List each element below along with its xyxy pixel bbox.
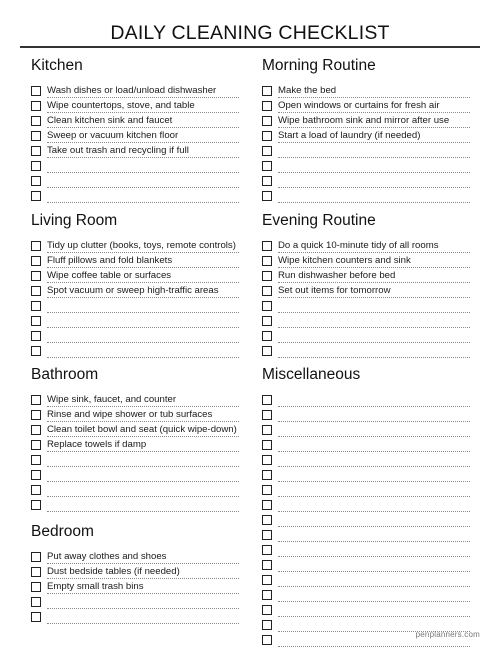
checklist-item-text: Wipe countertops, stove, and table	[47, 99, 239, 113]
checklist-item	[262, 467, 470, 482]
checklist-item-text	[47, 595, 239, 609]
checklist-item-text	[278, 189, 470, 203]
checkbox[interactable]	[31, 86, 41, 96]
checklist-item	[31, 452, 239, 467]
checkbox[interactable]	[262, 590, 272, 600]
checklist-item-text	[278, 423, 470, 437]
checkbox[interactable]	[262, 455, 272, 465]
checkbox[interactable]	[31, 425, 41, 435]
checklist-item-text	[278, 543, 470, 557]
checklist-item-text	[278, 344, 470, 358]
checkbox[interactable]	[262, 316, 272, 326]
checkbox[interactable]	[31, 256, 41, 266]
checklist-item	[31, 253, 239, 268]
checklist-item-text	[278, 573, 470, 587]
checklist-item	[262, 437, 470, 452]
checklist-item	[31, 594, 239, 609]
section-title: Living Room	[31, 212, 118, 229]
checklist-item-text	[47, 483, 239, 497]
checklist-item	[31, 298, 239, 313]
checklist-item	[262, 602, 470, 617]
checklist-item-text: Tidy up clutter (books, toys, remote controls)	[47, 239, 239, 253]
checkbox[interactable]	[262, 101, 272, 111]
checklist-item	[262, 143, 470, 158]
checklist-item	[31, 467, 239, 482]
checklist-item	[31, 268, 239, 283]
checklist-item	[31, 238, 239, 253]
checkbox[interactable]	[31, 146, 41, 156]
checklist-item-text: Empty small trash bins	[47, 580, 239, 594]
checkbox[interactable]	[31, 410, 41, 420]
checklist-item-text	[278, 299, 470, 313]
footer-website: penplanners.com	[415, 630, 480, 639]
section-kitchen	[31, 56, 239, 203]
checklist-item-text	[47, 314, 239, 328]
checkbox[interactable]	[262, 161, 272, 171]
checkbox[interactable]	[31, 582, 41, 592]
section-living-room	[31, 211, 239, 358]
checklist-item	[262, 83, 470, 98]
page-title: DAILY CLEANING CHECKLIST	[110, 22, 390, 44]
checklist-item-text: Wipe sink, faucet, and counter	[47, 393, 239, 407]
checklist-item-text	[278, 558, 470, 572]
checklist-item	[262, 392, 470, 407]
checklist-item-text: Rinse and wipe shower or tub surfaces	[47, 408, 239, 422]
checklist-item-text	[278, 438, 470, 452]
checklist-item-text: Dust bedside tables (if needed)	[47, 565, 239, 579]
checkbox[interactable]	[31, 286, 41, 296]
checklist-item	[31, 422, 239, 437]
checklist-item	[262, 128, 470, 143]
checklist-item	[31, 328, 239, 343]
checkbox[interactable]	[262, 470, 272, 480]
checklist-item-text: Make the bed	[278, 84, 470, 98]
checklist-item-text: Wipe bathroom sink and mirror after use	[278, 114, 470, 128]
checkbox[interactable]	[262, 635, 272, 645]
checkbox[interactable]	[31, 500, 41, 510]
checkbox[interactable]	[31, 176, 41, 186]
checkbox[interactable]	[262, 286, 272, 296]
checkbox[interactable]	[262, 256, 272, 266]
checklist-item	[31, 609, 239, 624]
checklist-item	[262, 113, 470, 128]
checklist-item-text	[278, 453, 470, 467]
checklist-item	[262, 283, 470, 298]
checkbox[interactable]	[262, 575, 272, 585]
checklist-item	[262, 188, 470, 203]
checkbox[interactable]	[31, 101, 41, 111]
checklist-item-text	[47, 498, 239, 512]
checkbox[interactable]	[31, 567, 41, 577]
checklist-item-text: Sweep or vacuum kitchen floor	[47, 129, 239, 143]
checklist-item-text: Do a quick 10-minute tidy of all rooms	[278, 239, 470, 253]
checklist-item	[31, 437, 239, 452]
checklist-item	[31, 482, 239, 497]
checklist-item	[262, 572, 470, 587]
checklist-item-text	[278, 159, 470, 173]
checklist-item	[31, 497, 239, 512]
checklist-item	[31, 392, 239, 407]
checklist-item	[31, 343, 239, 358]
checkbox[interactable]	[31, 131, 41, 141]
checklist-item	[262, 557, 470, 572]
checklist-item	[31, 98, 239, 113]
section-title: Bedroom	[31, 523, 94, 540]
checkbox[interactable]	[262, 346, 272, 356]
checkbox[interactable]	[31, 470, 41, 480]
checkbox[interactable]	[31, 241, 41, 251]
checkbox[interactable]	[262, 86, 272, 96]
checklist	[31, 549, 239, 624]
checkbox[interactable]	[262, 500, 272, 510]
checklist-item	[31, 173, 239, 188]
checkbox[interactable]	[262, 116, 272, 126]
checklist-item-text: Open windows or curtains for fresh air	[278, 99, 470, 113]
section-morning-routine	[262, 56, 470, 203]
checklist-item	[262, 173, 470, 188]
section-title: Kitchen	[31, 57, 83, 74]
checklist-item-text	[47, 453, 239, 467]
checkbox[interactable]	[262, 146, 272, 156]
section-title: Miscellaneous	[262, 366, 361, 383]
checklist-item	[31, 549, 239, 564]
checklist-item-text: Start a load of laundry (if needed)	[278, 129, 470, 143]
checkbox[interactable]	[262, 425, 272, 435]
checklist-item	[262, 497, 470, 512]
checkbox[interactable]	[31, 552, 41, 562]
checkbox[interactable]	[262, 271, 272, 281]
checklist-item	[31, 113, 239, 128]
checkbox[interactable]	[262, 331, 272, 341]
checklist-item	[262, 328, 470, 343]
checkbox[interactable]	[31, 331, 41, 341]
checklist-item	[262, 512, 470, 527]
checklist-item-text	[278, 513, 470, 527]
checklist-item-text	[47, 344, 239, 358]
section-bedroom	[31, 522, 239, 624]
checkbox[interactable]	[31, 612, 41, 622]
checklist-item-text	[278, 314, 470, 328]
checkbox[interactable]	[262, 176, 272, 186]
checklist-item-text	[47, 159, 239, 173]
checkbox[interactable]	[262, 485, 272, 495]
checklist	[262, 83, 470, 203]
checkbox[interactable]	[31, 597, 41, 607]
checkbox[interactable]	[31, 395, 41, 405]
checkbox[interactable]	[262, 560, 272, 570]
checklist-item-text	[47, 610, 239, 624]
checklist-item-text	[47, 468, 239, 482]
checklist-item-text: Set out items for tomorrow	[278, 284, 470, 298]
checkbox[interactable]	[262, 241, 272, 251]
section-title: Evening Routine	[262, 212, 376, 229]
checklist-item-text: Clean kitchen sink and faucet	[47, 114, 239, 128]
checklist-item	[262, 98, 470, 113]
checklist	[31, 392, 239, 512]
checkbox[interactable]	[31, 455, 41, 465]
checklist-item	[31, 313, 239, 328]
checklist-item-text: Fluff pillows and fold blankets	[47, 254, 239, 268]
checklist	[262, 238, 470, 358]
checklist-item	[31, 128, 239, 143]
section-miscellaneous	[262, 365, 470, 647]
checkbox[interactable]	[262, 301, 272, 311]
checklist-item	[31, 158, 239, 173]
checklist-item	[262, 158, 470, 173]
checklist-item	[31, 579, 239, 594]
checkbox[interactable]	[262, 395, 272, 405]
section-evening-routine	[262, 211, 470, 358]
checklist-item	[262, 482, 470, 497]
checkbox[interactable]	[31, 271, 41, 281]
checkbox[interactable]	[31, 440, 41, 450]
checklist-item	[262, 452, 470, 467]
checkbox[interactable]	[262, 620, 272, 630]
checklist-item-text: Run dishwasher before bed	[278, 269, 470, 283]
checkbox[interactable]	[262, 440, 272, 450]
checklist-item	[31, 188, 239, 203]
checklist-item-text: Replace towels if damp	[47, 438, 239, 452]
checklist-item	[262, 407, 470, 422]
checkbox[interactable]	[31, 346, 41, 356]
checklist-item	[262, 343, 470, 358]
title-divider	[20, 46, 480, 48]
checklist-item-text: Spot vacuum or sweep high-traffic areas	[47, 284, 239, 298]
checkbox[interactable]	[262, 410, 272, 420]
checklist-item-text: Put away clothes and shoes	[47, 550, 239, 564]
checklist-item-text: Clean toilet bowl and seat (quick wipe-down)	[47, 423, 239, 437]
checklist-item	[262, 268, 470, 283]
checkbox[interactable]	[262, 530, 272, 540]
checklist-item	[262, 587, 470, 602]
checklist-item-text	[278, 498, 470, 512]
checklist-item-text: Wipe kitchen counters and sink	[278, 254, 470, 268]
checklist	[31, 238, 239, 358]
checklist-item	[31, 143, 239, 158]
checklist-item	[262, 253, 470, 268]
checklist-item-text	[278, 603, 470, 617]
checklist-item-text	[278, 528, 470, 542]
checkbox[interactable]	[31, 191, 41, 201]
checklist-item	[31, 564, 239, 579]
checkbox[interactable]	[262, 131, 272, 141]
checklist-item	[262, 313, 470, 328]
checkbox[interactable]	[262, 545, 272, 555]
section-title: Morning Routine	[262, 57, 376, 74]
checklist	[31, 83, 239, 203]
checklist-item	[262, 298, 470, 313]
checklist-item-text	[278, 329, 470, 343]
checklist-item-text	[278, 144, 470, 158]
checkbox[interactable]	[31, 316, 41, 326]
checklist-item-text	[278, 174, 470, 188]
checklist-item	[31, 407, 239, 422]
checkbox[interactable]	[31, 116, 41, 126]
checklist-item-text	[47, 299, 239, 313]
section-title: Bathroom	[31, 366, 99, 383]
section-bathroom	[31, 365, 239, 512]
checklist-item-text: Take out trash and recycling if full	[47, 144, 239, 158]
checklist-item	[262, 542, 470, 557]
checkbox[interactable]	[31, 161, 41, 171]
checklist-item	[31, 283, 239, 298]
checklist-item-text	[47, 329, 239, 343]
checklist-item	[262, 422, 470, 437]
checkbox[interactable]	[262, 191, 272, 201]
checklist	[262, 392, 470, 647]
checklist-item-text	[278, 468, 470, 482]
checklist-item-text: Wash dishes or load/unload dishwasher	[47, 84, 239, 98]
checklist-item-text	[278, 483, 470, 497]
checklist-item-text	[278, 408, 470, 422]
checklist-item	[31, 83, 239, 98]
checklist-item-text	[278, 393, 470, 407]
checkbox[interactable]	[31, 485, 41, 495]
checklist-item-text: Wipe coffee table or surfaces	[47, 269, 239, 283]
checklist-item-text	[47, 189, 239, 203]
checkbox[interactable]	[31, 301, 41, 311]
checklist-item	[262, 527, 470, 542]
checkbox[interactable]	[262, 605, 272, 615]
checklist-item-text	[47, 174, 239, 188]
checkbox[interactable]	[262, 515, 272, 525]
checklist-item-text	[278, 588, 470, 602]
checklist-item	[262, 238, 470, 253]
